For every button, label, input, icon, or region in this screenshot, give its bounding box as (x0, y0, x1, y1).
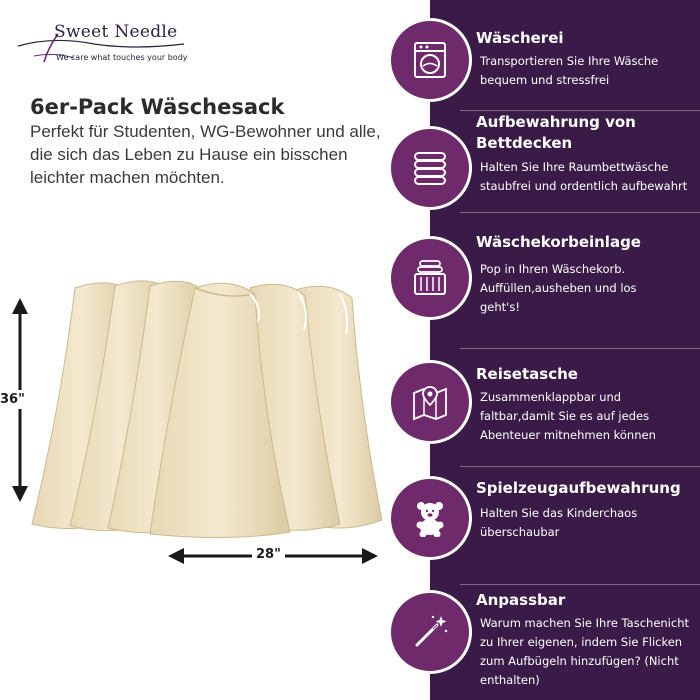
feature-title: Reisetasche (476, 365, 578, 383)
magic-wand-icon (411, 613, 449, 651)
feature-icon-circle (388, 476, 472, 560)
divider (460, 348, 700, 349)
feature-description: Halten Sie das Kinderchaos überschaubar (480, 506, 638, 539)
headline-block (30, 94, 390, 189)
width-label: 28" (252, 547, 285, 562)
feature-title: Aufbewahrung von Bettdecken (476, 113, 636, 152)
feature-title: Anpassbar (476, 591, 566, 609)
map-pin-icon (411, 383, 449, 421)
brand-tagline: We care what touches your body (56, 53, 188, 62)
feature-customizable (388, 590, 700, 700)
feature-title: Wäschekorbeinlage (476, 233, 641, 251)
feature-title: Spielzeugaufbewahrung (476, 479, 681, 497)
brand-name: Sweet Needle (54, 22, 178, 42)
feature-description: Halten Sie Ihre Raumbettwäsche staubfrei und ordentlich aufbewahrt (480, 160, 688, 193)
laundry-bags-illustration (0, 270, 420, 580)
page-title: 6er-Pack Wäschesack (30, 95, 285, 119)
washing-machine-icon (413, 41, 447, 79)
feature-icon-circle (388, 360, 472, 444)
feature-laundry (388, 18, 700, 118)
teddy-bear-icon (411, 499, 449, 537)
divider (460, 466, 700, 467)
divider (460, 110, 700, 111)
feature-bedding-storage (388, 112, 700, 222)
feature-icon-circle (388, 18, 472, 102)
feature-description: Pop in Ihren Wäschekorb. Auffüllen,ausheben und los geht's! (480, 262, 637, 314)
feature-icon-circle (388, 236, 472, 320)
laundry-basket-icon (412, 259, 448, 297)
feature-icon-circle (388, 126, 472, 210)
divider (460, 212, 700, 213)
feature-travel-bag (388, 360, 700, 470)
feature-basket-liner (388, 230, 700, 340)
divider (460, 584, 700, 585)
feature-title: Wäscherei (476, 29, 564, 47)
feature-description: Zusammenklappbar und faltbar,damit Sie es auf jedes Abenteuer mitnehmen können (480, 390, 656, 442)
height-label: 36" (0, 392, 25, 407)
page-subtitle: Perfekt für Studenten, WG-Bewohner und alle, die sich das Leben zu Hause ein bisschen leichter machen möchten. (30, 122, 381, 187)
feature-icon-circle (388, 590, 472, 674)
feature-description: Warum machen Sie Ihre Taschenicht zu Ihrer eigenen, indem Sie Flicken zum Aufbügeln hinzufügen? (Nicht enthalten) (480, 616, 689, 687)
product-image (0, 270, 420, 580)
feature-toy-storage (388, 476, 700, 586)
folded-blankets-icon (411, 149, 449, 187)
brand-logo (14, 22, 194, 70)
feature-description: Transportieren Sie Ihre Wäsche bequem und stressfrei (480, 54, 659, 87)
